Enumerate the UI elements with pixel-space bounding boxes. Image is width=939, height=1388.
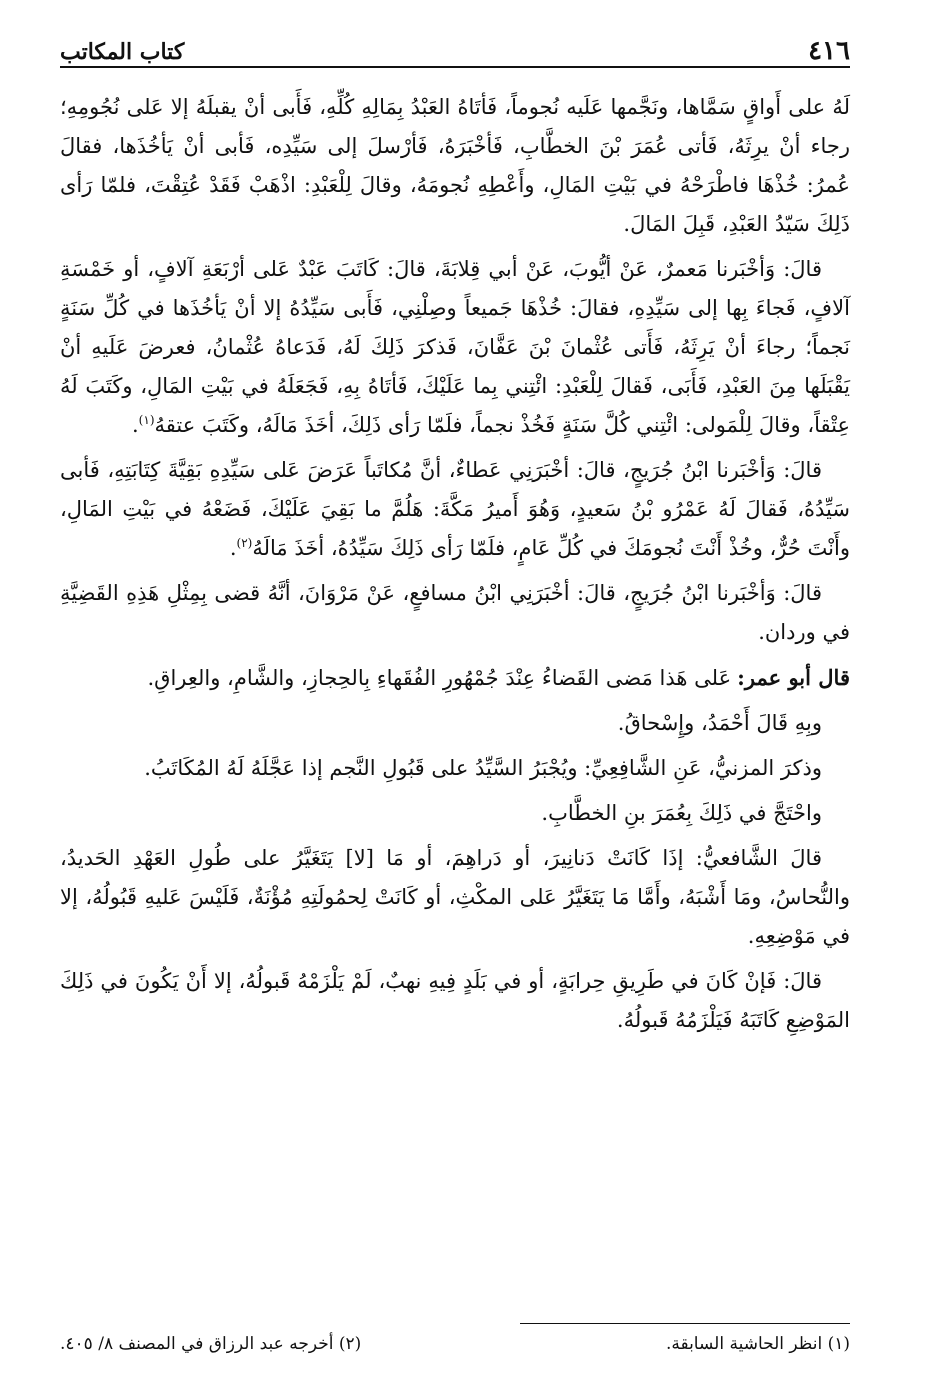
footnote-ref: (٢) — [236, 536, 253, 550]
paragraph-text: قالَ: فَإنْ كَانَ في طَرِيقِ حِرابَةٍ، أو في بَلَدٍ فِيهِ نهبٌ، لَمْ يَلْزَمْهُ قَبولُهُ، إلا أَنْ يَكُونَ في ذَلِكَ المَوْضِعِ كَاتَبَهُ فَيَلْزَمُهُ قَبولُهُ. — [60, 969, 850, 1032]
running-title: كتاب المكاتب — [60, 39, 185, 65]
paragraph — [60, 704, 850, 743]
paragraph — [60, 451, 850, 568]
paragraph-text: واحْتَجَّ في ذَلِكَ بِعُمَرَ بنِ الخطَّابِ. — [541, 801, 822, 825]
paragraph-text: قالَ الشَّافعيُّ: إذَا كَانَتْ دَنانِيرَ، أو دَراهِمَ، أو مَا [لا] يَتَغَيَّرُ على طُولِ العَهْدِ الحَديدُ، والنُّحاسُ، ومَا أَشْبَهُ، وأَمَّا مَا يَتَغَيَّرُ عَلى المكْثِ، أو كَانَتْ لِحمُولَتِهِ مُؤْنَةٌ، فَلَيْسَ عَليهِ قَبُولُهُ، إلا في مَوْضِعِهِ. — [60, 846, 850, 948]
footnote-1: (١) انظر الحاشية السابقة. — [665, 1334, 850, 1354]
paragraph-text: وبِهِ قَالَ أَحْمَدُ، وإِسْحاقُ. — [617, 711, 822, 735]
paragraph-text: عَلى هَذا مَضى القَضاءُ عِنْدَ جُمْهُورِ الفُقَهاءِ بِالحِجازِ، والشَّامِ، والعِراقِ. — [147, 666, 732, 690]
book-page — [60, 30, 850, 1360]
footnote-separator — [520, 1323, 850, 1324]
paragraph-text: وذكرَ المزنيُّ، عَنِ الشَّافِعِيِّ: ويُجْبَرُ السَّيِّدُ على قَبُولِ النَّجم إذا عَجَّلَهُ لَهُ المُكَاتَبُ. — [144, 756, 822, 780]
paragraph — [60, 839, 850, 956]
paragraph-lead: قال أبو عمر: — [737, 665, 850, 690]
page-number: ٤١٦ — [808, 36, 850, 66]
paragraph — [60, 574, 850, 652]
paragraph — [60, 794, 850, 833]
footnote-ref: (١) — [138, 413, 155, 427]
paragraph — [60, 250, 850, 445]
main-text — [60, 88, 850, 1046]
paragraph-text: لَهُ على أَواقٍ سَمَّاها، ونَجَّمها عَلَيه نُجوماً، فَأتَاهُ العَبْدُ بِمَالِهِ كُلِّهِ، فَأَبى أنْ يقبلَهُ إلا عَلى نُجُومِهِ؛ رجاء أنْ يرِثَهُ، فَأتى عُمَرَ بْنَ الخطَّابِ، فَأخْبَرَهُ، فَأرْسلَ إلى سَيِّدِه، فَأبى أنْ يَأخُذَها، فقالَ عُمرُ: خُذْهَا فاطْرَحْهُ في بَيْتِ المَالِ، وأَعْطِهِ نُجومَهُ، وقالَ لِلْعَبْدِ: اذْهَبْ فَقَدْ عُتِقْتَ، فلمّا رَأى ذَلِكَ سَيّدُ العَبْدِ، قَبِلَ المَالَ. — [60, 95, 850, 236]
paragraph — [60, 962, 850, 1040]
paragraph-end: . — [229, 536, 237, 560]
paragraph-text: قالَ: وَأخْبَرنا ابْنُ جُرَيجٍ، قالَ: أخْبَرَنِي ابْنُ مسافعٍ، عَنْ مَرْوَانَ، أنَّهُ قضى بِمِثْلِ هَذِهِ القَضِيَّةِ في وردان. — [60, 581, 850, 644]
footnotes — [60, 1334, 850, 1354]
paragraph-end: . — [131, 413, 139, 437]
paragraph — [60, 88, 850, 244]
paragraph — [60, 749, 850, 788]
paragraph — [60, 658, 850, 698]
paragraph-text: قالَ: وَأخْبَرنا مَعمرٌ، عَنْ أيُّوبَ، عَنْ أبي قِلابَةَ، قالَ: كَاتَبَ عَبْدٌ عَلى أرْبَعَةِ آلافٍ، أو خَمْسَةِ آلافٍ، فَجاءَ بِها إلى سَيِّدِهِ، فقالَ: خُذْهَا جَميعاً وصِلْنِي، فَأَبى سَيِّدُهُ إلا أنْ يَأخُذَها في كُلِّ سَنَةٍ نَجماً؛ رجاءَ أنْ يَرِثَهُ، فَأَتى عُثْمانَ بْنَ عَفَّانَ، فَذكرَ ذَلِكَ لَهُ، فَدَعاهُ عُثْمانُ، فعرضَ عَلَيهِ أنْ يَقْبَلَها مِنَ العَبْدِ، فَأَبَى، فَقالَ لِلْعَبْدِ: ائْتِني بِما عَلَيْكَ، فَأتَاهُ بِهِ، فَجَعَلَهُ في بَيْتِ المَالِ، وكَتَبَ لَهُ عِتْقاً، وقالَ لِلْمَولى: ائْتِني كُلَّ سَنَةٍ فَخُذْ نجماً، فلَمّا رَأى ذَلِكَ، أخَذَ مَالَهُ، وكَتَبَ عتقهُ — [60, 257, 850, 437]
footnote-2: (٢) أخرجه عبد الرزاق في المصنف ٨/ ٤٠٥. — [60, 1334, 362, 1354]
paragraph-text: قالَ: وَأخْبَرنا ابْنُ جُرَيجٍ، قالَ: أخْبَرَنِي عَطاءٌ، أنَّ مُكاتَباً عَرَضَ عَلى سَيِّدِهِ بَقِيَّةَ كِتَابَتِهِ، فَأبى سَيِّدُهُ، فَقالَ لَهُ عَمْرُو بْنُ سَعيدٍ، وَهُوَ أَميرُ مَكَّةَ: هَلُمَّ ما بَقِيَ عَلَيْكَ، فَضَعْهُ في بَيْتِ المَالِ، وأَنْتَ حُرٌّ، وخُذْ أَنْتَ نُجومَكَ في كُلِّ عَامٍ، فلَمّا رَأى ذَلِكَ سَيِّدُهُ، أخَذَ مَالَهُ — [60, 458, 850, 560]
page-header — [60, 30, 850, 68]
